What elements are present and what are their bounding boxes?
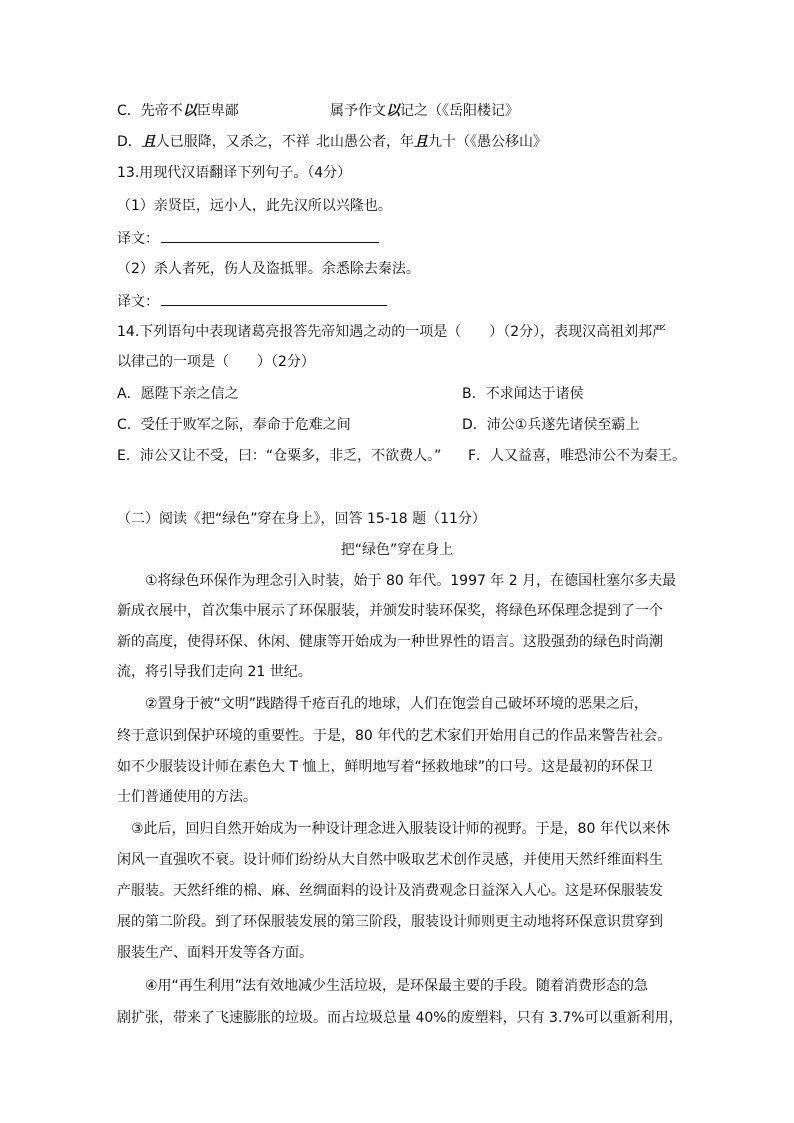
q13-stem: 13.用现代汉语翻译下列句子。（4分）	[117, 165, 352, 181]
paragraph-3-line: ③此后，回归自然开始成为一种设计理念进入服装设计师的视野。于是，80 年代以来休	[131, 821, 670, 837]
q13-sentence-1: （1）亲贤臣，远小人，此先汉所以兴隆也。	[117, 198, 392, 214]
q14-option-b: B．不求闻达于诸侯	[462, 386, 584, 402]
paragraph-4-line: 剧扩张，带来了飞速膨胀的垃圾。而占垃圾总量 40%的废塑料，只有 3.7%可以重新利用，	[117, 1010, 683, 1026]
q14-option-a: A．愿陛下亲之信之	[117, 386, 239, 402]
section-heading: （二）阅读《把“绿色”穿在身上》，回答 15-18 题（11分）	[117, 511, 486, 527]
option-text: 九十（《愚公移山》	[428, 134, 547, 150]
q13-translation-1	[117, 228, 379, 249]
paragraph-2-line: 如不少服装设计师在素色大 T 恤上，鲜明地写着“拯救地球”的口号。这是最初的环保卫	[117, 759, 653, 775]
translation-label: 译文：	[117, 231, 159, 247]
paragraph-1-line: 流，将引导我们走向 21 世纪。	[117, 664, 312, 680]
q14-option-d: D．沛公①兵遂先诸侯至霸上	[462, 417, 640, 433]
option-text: 臣卑鄙	[196, 103, 239, 119]
option-text: 人已服降，又杀之，不祥	[155, 134, 310, 150]
q12-option-d-pair	[316, 132, 547, 152]
paragraph-3-line: 闲风一直强吹不衰。设计师们纷纷从大自然中吸取艺术创作灵感，并使用天然纤维面料生	[117, 852, 663, 868]
emphasized-char: 以	[386, 103, 400, 119]
paragraph-1-line: 新成衣展中，首次集中展示了环保服装，并颁发时装环保奖，将绿色环保理念提到了一个	[117, 603, 663, 619]
option-text: D．	[117, 134, 142, 150]
translation-label: 译文：	[117, 294, 159, 310]
emphasized-char: 以	[182, 103, 197, 119]
q12-option-c-pair	[330, 101, 519, 121]
paragraph-4-line: ④用“再生利用”法有效地减少生活垃圾，是环保最主要的手段。随着消费形态的急	[145, 978, 649, 994]
q14-stem-line-1: 14.下列语句中表现诸葛亮报答先帝知遇之动的一项是（ ）（2分），表现汉高祖刘邦严	[117, 324, 667, 340]
q14-option-e: E．沛公又让不受，曰：“仓粟多，非乏，不欲费人。”	[117, 448, 442, 464]
option-text: 记之（《岳阳楼记》	[400, 103, 519, 119]
paragraph-1-line: ①将绿色环保作为理念引入时装，始于 80 年代。1997 年 2 月，在德国杜塞尔多夫最	[145, 573, 677, 589]
paragraph-3-line: 服装生产、面料开发等各方面。	[117, 945, 313, 961]
answer-blank[interactable]	[161, 228, 379, 243]
q14-stem-line-2: 以律己的一项是（ ）（2分）	[117, 354, 315, 370]
option-text: 属予作文	[330, 103, 386, 119]
emphasized-char: 且	[141, 134, 156, 150]
paragraph-2-line: 终于意识到保护环境的重要性。于是，80 年代的艺术家们开始用自己的作品来警告社会。	[117, 728, 672, 744]
answer-blank[interactable]	[161, 291, 387, 306]
paragraph-2-line: ②置身于被“文明”践踏得千疮百孔的地球，人们在饱尝自己破坏环境的恶果之后，	[145, 696, 649, 712]
q13-translation-2	[117, 291, 387, 312]
option-text: 北山愚公者，年	[316, 134, 414, 150]
paragraph-3-line: 产服装。天然纤维的棉、麻、丝绸面料的设计及消费观念日益深入人心。这是环保服装发	[117, 883, 663, 899]
option-text: C．先帝不	[117, 103, 183, 119]
q14-option-f: F．人又益喜，唯恐沛公不为秦王。	[468, 448, 687, 464]
paragraph-2-line: 士们普通使用的方法。	[117, 789, 257, 805]
q14-option-c: C．受任于败军之际，奉命于危难之间	[117, 417, 351, 433]
q13-sentence-2: （2）杀人者死，伤人及盗抵罪。余悉除去秦法。	[117, 261, 420, 277]
paragraph-1-line: 新的高度，使得环保、休闲、健康等开始成为一种世界性的语言。这股强劲的绿色时尚潮	[117, 634, 663, 650]
q12-option-d	[117, 132, 310, 152]
paragraph-3-line: 展的第二阶段。到了环保服装发展的第三阶段，服装设计师则更主动地将环保意识贯穿到	[117, 914, 663, 930]
q12-option-c	[117, 101, 239, 121]
emphasized-char: 且	[414, 134, 428, 150]
article-title: 把“绿色”穿在身上	[340, 542, 454, 558]
